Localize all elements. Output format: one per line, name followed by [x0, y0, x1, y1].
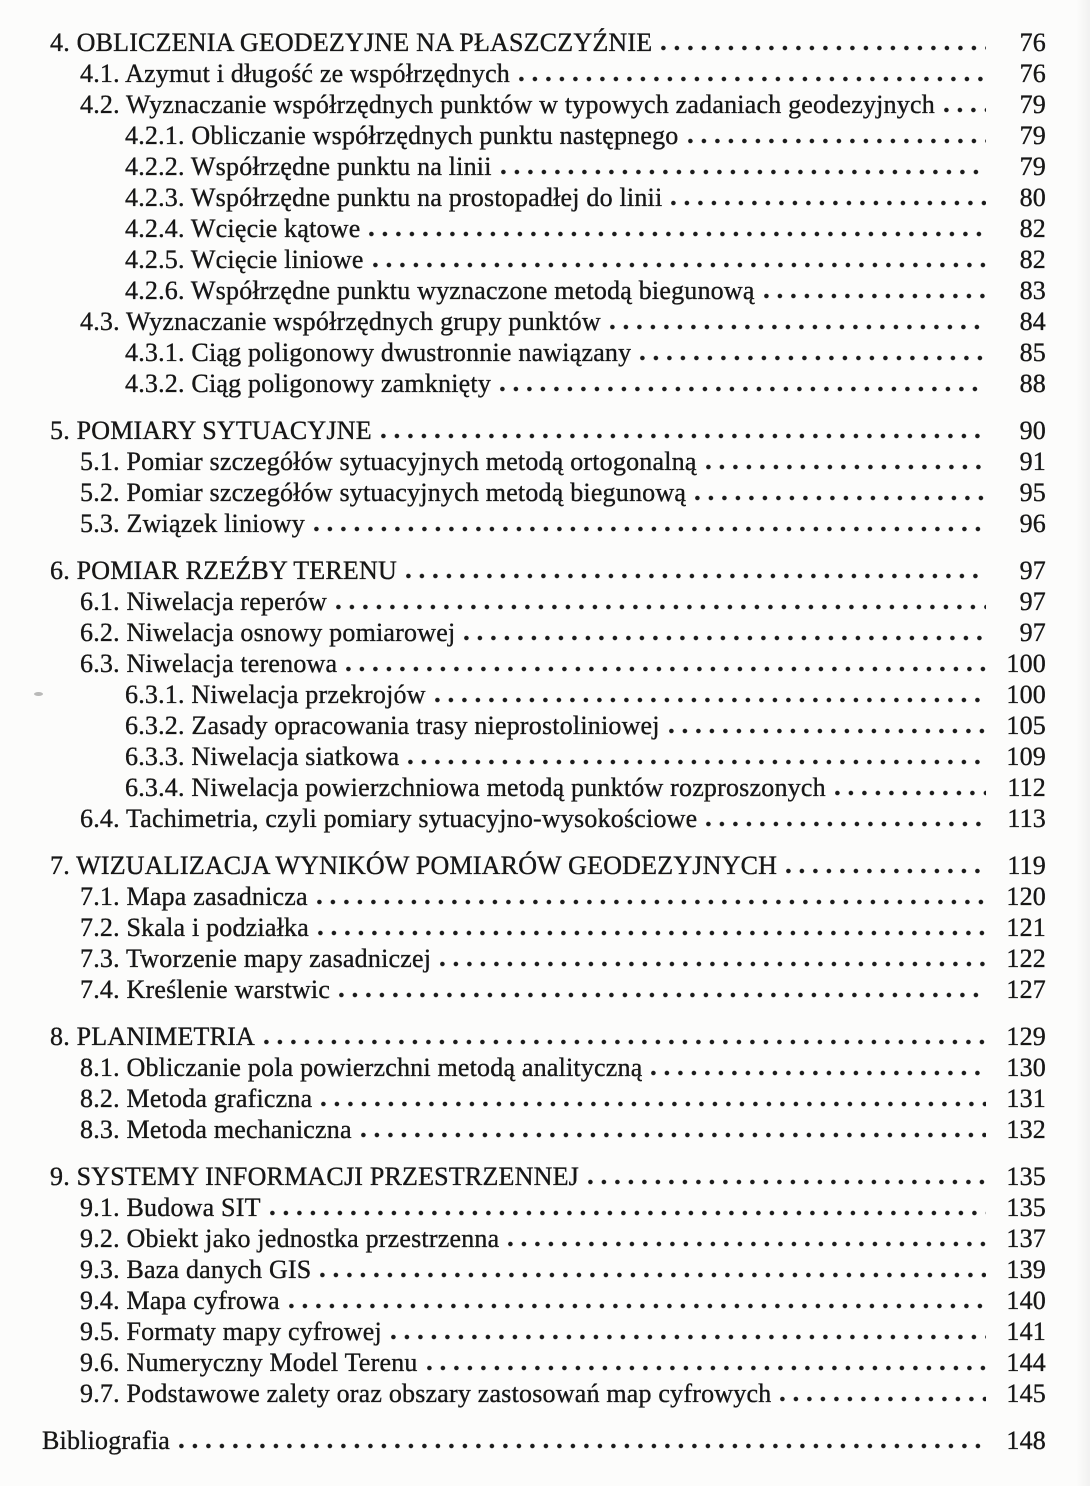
page-number: 135: [1006, 1162, 1046, 1191]
toc-entry-label: 4.3. Wyznaczanie współrzędnych grupy punktów: [80, 307, 601, 336]
toc-entry-label: 4.3.1. Ciąg poligonowy dwustronnie nawiązany: [125, 338, 632, 367]
toc-entry: [0, 213, 1046, 244]
dot-leader: [270, 1208, 986, 1218]
page-number: 127: [1006, 975, 1046, 1004]
dot-leader: [336, 602, 986, 612]
toc-entry: [0, 244, 1046, 275]
toc-entry: [0, 881, 1046, 912]
toc-section-chapter-4: [0, 27, 1046, 399]
dot-leader: [339, 990, 986, 1000]
toc-entry: [0, 1083, 1046, 1114]
dot-leader: [786, 866, 986, 876]
toc-entry-label: 8.2. Metoda graficzna: [80, 1084, 313, 1113]
toc-entry: [0, 508, 1046, 539]
toc-entry: [0, 943, 1046, 974]
page-number: 130: [1006, 1053, 1046, 1082]
dot-leader: [764, 291, 986, 301]
toc-entry-label: 4.2.3. Współrzędne punktu na prostopadłej do linii: [125, 183, 663, 212]
toc-entry-label: 4.2.1. Obliczanie współrzędnych punktu następnego: [125, 121, 679, 150]
toc-entry-label: 6.3.2. Zasady opracowania trasy nieprostoliniowej: [125, 711, 660, 740]
dot-leader: [381, 431, 986, 441]
page-number: 148: [1006, 1426, 1046, 1455]
page-number: 82: [1019, 245, 1046, 274]
dot-leader: [944, 105, 986, 115]
toc-entry: [0, 275, 1046, 306]
page-number: 140: [1006, 1286, 1046, 1315]
toc-entry-label: 8.3. Metoda mechaniczna: [80, 1115, 352, 1144]
scan-speck-artifact: [34, 692, 43, 696]
page-number: 97: [1019, 587, 1046, 616]
dot-leader: [695, 493, 986, 503]
toc-entry-label: 6.3. Niwelacja terenowa: [80, 649, 338, 678]
dot-leader: [464, 633, 986, 643]
page-number: 79: [1019, 152, 1046, 181]
toc-entry: [0, 182, 1046, 213]
toc-entry-label: 4.2.4. Wcięcie kątowe: [125, 214, 361, 243]
page-number: 76: [1019, 28, 1046, 57]
toc-entry: [0, 120, 1046, 151]
toc-entry: [0, 368, 1046, 399]
toc-entry-label: 7.3. Tworzenie mapy zasadniczej: [80, 944, 432, 973]
dot-leader: [780, 1394, 986, 1404]
toc-entry-label: 7. WIZUALIZACJA WYNIKÓW POMIARÓW GEODEZYJNYCH: [50, 851, 778, 880]
toc-entry: [0, 1254, 1046, 1285]
toc-entry-label: 4.2. Wyznaczanie współrzędnych punktów w typowych zadaniach geodezyjnych: [80, 90, 935, 119]
dot-leader: [669, 726, 986, 736]
dot-leader: [406, 571, 986, 581]
dot-leader: [314, 524, 986, 534]
dot-leader: [373, 260, 986, 270]
dot-leader: [320, 1270, 986, 1280]
page-number: 145: [1006, 1379, 1046, 1408]
toc-entry-label: 9.1. Budowa SIT: [80, 1193, 261, 1222]
toc-entry: [0, 306, 1046, 337]
page-number: 96: [1019, 509, 1046, 538]
toc-entry: [0, 1192, 1046, 1223]
toc-entry: [0, 151, 1046, 182]
dot-leader: [321, 1099, 986, 1109]
toc-section-chapter-6: [0, 555, 1046, 834]
toc-entry: [0, 617, 1046, 648]
page-number: 144: [1006, 1348, 1046, 1377]
toc-section-bibliography: [0, 1425, 1046, 1456]
page-number: 132: [1006, 1115, 1046, 1144]
page-number: 131: [1006, 1084, 1046, 1113]
toc-entry: [0, 446, 1046, 477]
page-number: 90: [1019, 416, 1046, 445]
toc-entry-label: 5.1. Pomiar szczegółów sytuacyjnych metodą ortogonalną: [80, 447, 697, 476]
dot-leader: [651, 1068, 986, 1078]
toc-entry-label: 9.7. Podstawowe zalety oraz obszary zastosowań map cyfrowych: [80, 1379, 772, 1408]
toc-entry-label: 8. PLANIMETRIA: [50, 1022, 256, 1051]
toc-entry-label: 4.2.5. Wcięcie liniowe: [125, 245, 364, 274]
dot-leader: [408, 757, 986, 767]
page-number: 95: [1019, 478, 1046, 507]
dot-leader: [706, 462, 986, 472]
toc-entry-label: 9.4. Mapa cyfrowa: [80, 1286, 280, 1315]
dot-leader: [427, 1363, 986, 1373]
toc-entry-label: 9.5. Formaty mapy cyfrowej: [80, 1317, 382, 1346]
toc-entry-label: 4.2.6. Współrzędne punktu wyznaczone metodą biegunową: [125, 276, 755, 305]
page-number: 84: [1019, 307, 1046, 336]
toc-entry: [0, 974, 1046, 1005]
dot-leader: [706, 819, 986, 829]
toc-entry: [0, 741, 1046, 772]
toc-entry-label: 6.4. Tachimetria, czyli pomiary sytuacyjno-wysokościowe: [80, 804, 698, 833]
page-number: 109: [1006, 742, 1046, 771]
toc-entry-label: 6.3.3. Niwelacja siatkowa: [125, 742, 400, 771]
toc-section-chapter-9: [0, 1161, 1046, 1409]
toc-entry: [0, 803, 1046, 834]
toc-entry: [0, 1114, 1046, 1145]
page-number: 79: [1019, 90, 1046, 119]
dot-leader: [179, 1441, 986, 1451]
toc-entry: [0, 1021, 1046, 1052]
page-number: 112: [1007, 773, 1046, 802]
dot-leader: [610, 322, 986, 332]
page-number: 80: [1019, 183, 1046, 212]
toc-entry-label: 5. POMIARY SYTUACYJNE: [50, 416, 372, 445]
dot-leader: [317, 897, 986, 907]
toc-entry: [0, 586, 1046, 617]
toc-entry-label: 9.3. Baza danych GIS: [80, 1255, 312, 1284]
page-number: 121: [1006, 913, 1046, 942]
toc-entry-label: 4. OBLICZENIA GEODEZYJNE NA PŁASZCZYŹNIE: [50, 28, 653, 57]
page-number: 83: [1019, 276, 1046, 305]
toc-entry-label: 9. SYSTEMY INFORMACJI PRZESTRZENNEJ: [50, 1162, 579, 1191]
toc-entry-label: 7.1. Mapa zasadnicza: [80, 882, 308, 911]
toc-entry: [0, 1161, 1046, 1192]
page-number: 79: [1019, 121, 1046, 150]
toc-entry: [0, 58, 1046, 89]
toc-section-chapter-8: [0, 1021, 1046, 1145]
toc-entry-label: 7.4. Kreślenie warstwic: [80, 975, 331, 1004]
dot-leader: [500, 384, 986, 394]
toc-entry-label: 6. POMIAR RZEŹBY TERENU: [50, 556, 397, 585]
page-number: 135: [1006, 1193, 1046, 1222]
toc-entry-label: Bibliografia: [42, 1426, 171, 1455]
page-number: 119: [1007, 851, 1046, 880]
toc-entry-label: 5.2. Pomiar szczegółów sytuacyjnych metodą biegunową: [80, 478, 687, 507]
dot-leader: [519, 74, 986, 84]
dot-leader: [361, 1130, 986, 1140]
page-number: 100: [1006, 680, 1046, 709]
dot-leader: [640, 353, 986, 363]
dot-leader: [391, 1332, 986, 1342]
toc-entry: [0, 679, 1046, 710]
page-number: 122: [1006, 944, 1046, 973]
dot-leader: [369, 229, 986, 239]
dot-leader: [501, 167, 986, 177]
dot-leader: [435, 695, 986, 705]
toc-entry-label: 6.2. Niwelacja osnowy pomiarowej: [80, 618, 456, 647]
toc-section-chapter-7: [0, 850, 1046, 1005]
dot-leader: [264, 1037, 986, 1047]
page-number: 137: [1006, 1224, 1046, 1253]
toc-entry: [0, 912, 1046, 943]
toc-entry-label: 4.3.2. Ciąg poligonowy zamknięty: [125, 369, 492, 398]
page-number: 76: [1019, 59, 1046, 88]
toc-entry-label: 5.3. Związek liniowy: [80, 509, 305, 538]
toc-entry: [0, 1347, 1046, 1378]
toc-entry: [0, 850, 1046, 881]
page-number: 85: [1019, 338, 1046, 367]
toc-entry: [0, 1316, 1046, 1347]
toc-entry: [0, 648, 1046, 679]
page-number: 100: [1006, 649, 1046, 678]
toc-entry-label: 9.6. Numeryczny Model Terenu: [80, 1348, 418, 1377]
dot-leader: [835, 788, 986, 798]
page-number: 82: [1019, 214, 1046, 243]
toc-entry: [0, 337, 1046, 368]
toc-entry: [0, 477, 1046, 508]
page-number: 105: [1006, 711, 1046, 740]
toc-entry-label: 6.3.4. Niwelacja powierzchniowa metodą punktów rozproszonych: [125, 773, 826, 802]
toc-entry-label: 6.1. Niwelacja reperów: [80, 587, 327, 616]
dot-leader: [688, 136, 987, 146]
toc-entry: [0, 415, 1046, 446]
toc-entry: [0, 772, 1046, 803]
toc-entry: [0, 1285, 1046, 1316]
toc-entry-label: 4.1. Azymut i długość ze współrzędnych: [80, 59, 511, 88]
page-number: 120: [1006, 882, 1046, 911]
dot-leader: [289, 1301, 986, 1311]
toc-entry: [0, 555, 1046, 586]
toc-entry: [0, 1378, 1046, 1409]
dot-leader: [346, 664, 986, 674]
toc-entry-label: 9.2. Obiekt jako jednostka przestrzenna: [80, 1224, 500, 1253]
page-number: 97: [1019, 556, 1046, 585]
dot-leader: [318, 928, 986, 938]
toc-entry-label: 7.2. Skala i podziałka: [80, 913, 309, 942]
toc-entry: [0, 710, 1046, 741]
toc-entry-label: 8.1. Obliczanie pola powierzchni metodą analityczną: [80, 1053, 643, 1082]
dot-leader: [440, 959, 986, 969]
dot-leader: [588, 1177, 986, 1187]
toc-entry-label: 6.3.1. Niwelacja przekrojów: [125, 680, 426, 709]
toc-section-chapter-5: [0, 415, 1046, 539]
page-number: 88: [1019, 369, 1046, 398]
page-number: 141: [1006, 1317, 1046, 1346]
toc-entry: [0, 1052, 1046, 1083]
toc-entry: [0, 1223, 1046, 1254]
page-number: 139: [1006, 1255, 1046, 1284]
toc-entry-label: 4.2.2. Współrzędne punktu na linii: [125, 152, 492, 181]
toc-entry: [0, 89, 1046, 120]
page-number: 97: [1019, 618, 1046, 647]
dot-leader: [661, 43, 986, 53]
page-number: 91: [1019, 447, 1046, 476]
page-number: 113: [1007, 804, 1046, 833]
dot-leader: [671, 198, 986, 208]
page-number: 129: [1006, 1022, 1046, 1051]
dot-leader: [508, 1239, 986, 1249]
toc-entry: [0, 1425, 1046, 1456]
toc-entry: [0, 27, 1046, 58]
